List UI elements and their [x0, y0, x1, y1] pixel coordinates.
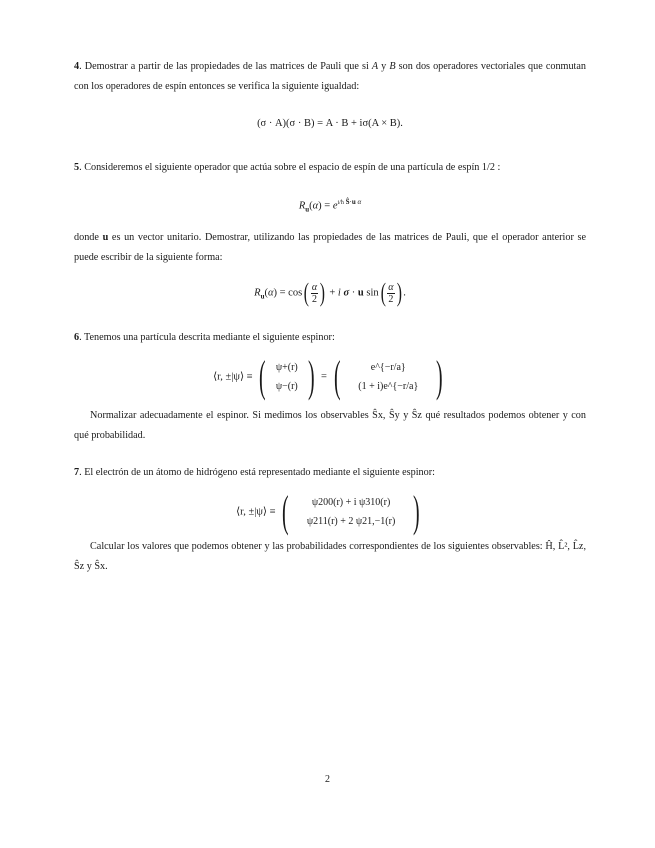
problem-6-equation: ⟨r, ±|ψ⟩ ≡ ( ψ+(r) ψ−(r) ) = ( e^{−r/a} (1 + i)e^{−r/a} ): [213, 352, 443, 401]
problem-5-equation-2: $R_u(\alpha) = \cos$( $\frac{\alpha}{2}$ ) + i σ · u sin( $\frac{\alpha}{2}$ ) .: [254, 278, 406, 307]
problem-5-number: 5: [74, 162, 80, 173]
problem-5-equation: $R_u(\alpha) = e^{i/ħ Ŝ\cdot u \alpha}$: [298, 198, 362, 214]
page-number: 2: [325, 774, 330, 785]
problem-4-equation: (σ · A)(σ · B) = A · B + iσ(A × B).: [257, 118, 403, 129]
problem-4-statement: 4. Demostrar a partir de las propiedades de las matrices de Pauli que si A y B son dos operadores vectoriales que conmutan con los operadores de espín entonces se verifica la siguiente igualdad:: [74, 61, 586, 92]
problem-7-statement-2: Calcular los valores que podemos obtener y las probabilidades correspondientes de los siguientes observables: Ĥ, L̂², L̂z, Ŝz y Ŝx.: [74, 541, 586, 572]
problem-4-number: 4: [74, 61, 80, 72]
problem-7-number: 7: [74, 467, 80, 478]
problem-7-statement: 7. El electrón de un átomo de hidrógeno está representado mediante el siguiente espinor:: [74, 467, 435, 478]
problem-6-statement-2: Normalizar adecuadamente el espinor. Si medimos los observables Ŝx, Ŝy y Ŝz qué resultados podemos obtener y con qué probabilidad.: [74, 410, 586, 441]
problem-6-number: 6: [74, 332, 80, 343]
problem-6-statement: 6. Tenemos una partícula descrita mediante el siguiente espinor:: [74, 332, 335, 343]
problem-5-statement-2: donde u es un vector unitario. Demostrar, utilizando las propiedades de las matrices de Pauli, que el operador anterior se puede escribir de la siguiente forma:: [74, 232, 587, 263]
problem-7-equation: ⟨r, ±|ψ⟩ ≡ ( ψ200(r) + i ψ310(r) ψ211(r) + 2 ψ21,−1(r) ): [236, 487, 420, 536]
problem-5-statement: 5. Consideremos el siguiente operador que actúa sobre el espacio de espín de una partícula de espín 1/2 :: [74, 162, 501, 173]
